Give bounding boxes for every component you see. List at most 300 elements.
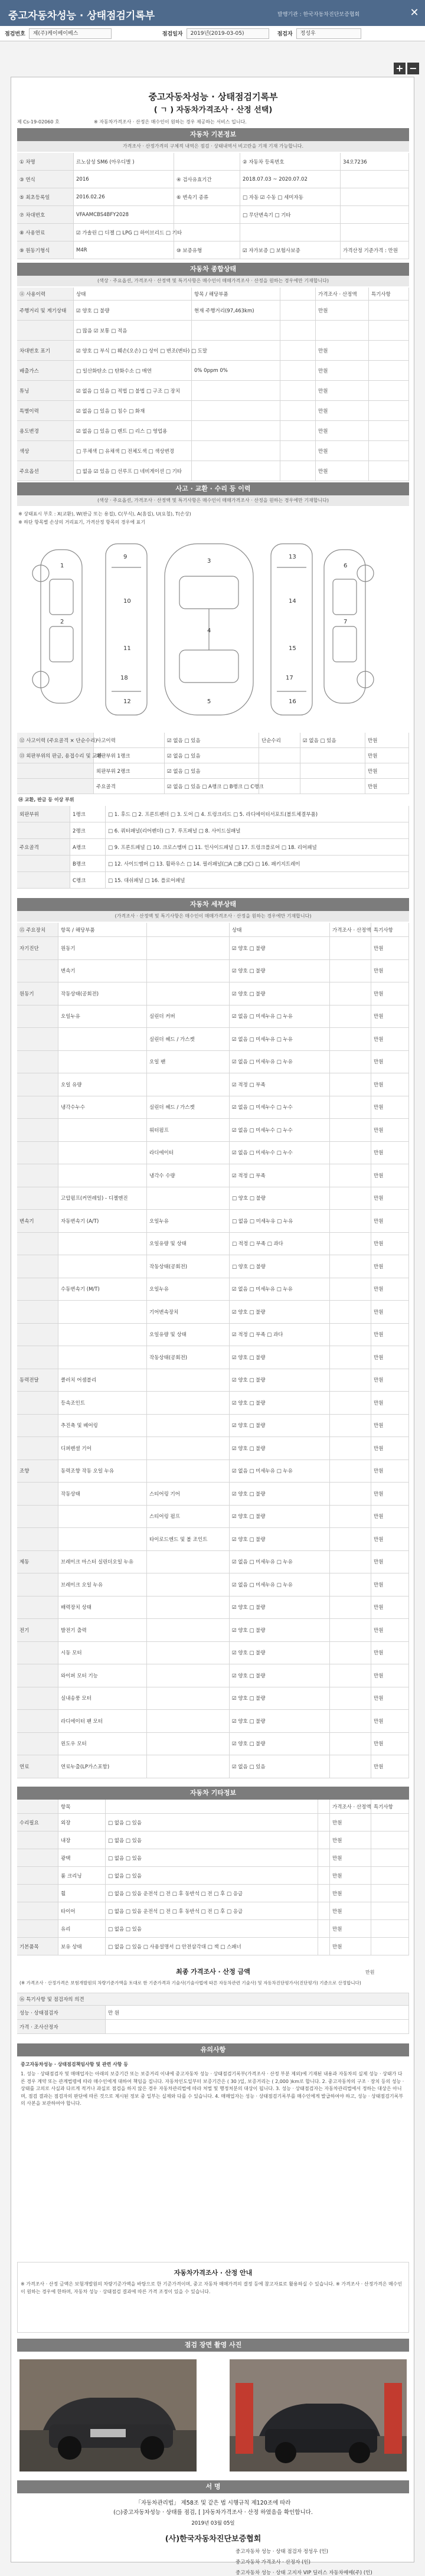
detail-row-cell: 만원: [371, 1005, 409, 1028]
detail-row-cell[interactable]: ☑ 양호 □ 불량: [230, 1710, 330, 1732]
other-row-cell: 만원: [330, 1831, 371, 1849]
state-row-cell: [369, 301, 409, 320]
detail-row-cell: [330, 1596, 371, 1619]
other-row-cell[interactable]: □ 없음 □ 있음: [106, 1920, 318, 1937]
section-other-info: 자동차 기타정보: [17, 1787, 409, 1800]
detail-row-cell: [58, 1051, 147, 1073]
detail-row: [17, 1142, 409, 1165]
basic-info-row: [17, 153, 409, 171]
inspection-info-bar: [0, 26, 425, 41]
accident-row-cell: 만원: [365, 748, 409, 763]
accident-row-cell: [259, 748, 300, 763]
detail-row-cell[interactable]: ☑ 없음 □ 미세누유 □ 누유: [230, 1028, 330, 1050]
state-header-row-cell: 상태: [74, 288, 192, 300]
accident-part-row-cell: [17, 872, 70, 888]
other-row-cell: [17, 1867, 58, 1884]
detail-row-cell: 라디에이터 팬 모터: [58, 1710, 147, 1732]
state-header-row-cell: 가격조사 · 산정액: [316, 288, 369, 300]
detail-row-cell: [330, 1369, 371, 1392]
detail-row-cell: [147, 1642, 230, 1664]
accident-row-cell[interactable]: ☑ 없음 □ 있음 □ A랭크 □ B랭크 □ C랭크: [165, 779, 259, 794]
inspector-label: 점검자: [277, 31, 293, 37]
detail-row-cell: 기어변속장치: [147, 1301, 230, 1323]
zoom-out-button[interactable]: −: [407, 63, 419, 74]
detail-row-cell: [17, 960, 58, 982]
detail-row-cell: 오일 유량: [58, 1073, 147, 1096]
section-accident-history: 사고 · 교환 · 수리 등 이력: [17, 482, 409, 495]
basic-info-row-cell: 2016: [74, 171, 174, 188]
state-row: [17, 461, 409, 481]
detail-row-cell: 타이로드엔드 및 볼 조인트: [147, 1528, 230, 1550]
accident-part-row-cell[interactable]: □ 6. 쿼터패널(리어펜더) □ 7. 루프패널 □ 8. 사이드실패널: [106, 822, 409, 838]
detail-row-cell[interactable]: ☑ 없음 □ 미세누수 □ 누수: [230, 1096, 330, 1119]
detail-row-cell: [147, 937, 230, 959]
accident-part-row-cell: [17, 856, 70, 871]
state-row-cell: [369, 421, 409, 440]
detail-header-row-cell: ⑮ 주요장치: [17, 923, 58, 936]
detail-row-cell[interactable]: ☑ 양호 □ 불량: [230, 1346, 330, 1369]
detail-row-cell: [147, 1687, 230, 1710]
detail-row-cell: 오일누유: [147, 1210, 230, 1232]
zoom-in-button[interactable]: +: [394, 63, 406, 74]
close-icon[interactable]: ✕: [410, 6, 419, 19]
detail-row-cell: [147, 1187, 230, 1210]
detail-header-row-cell: [147, 923, 230, 936]
detail-row: [17, 1437, 409, 1460]
state-row-cell[interactable]: ☑ 없음 □ 있음 □ 렌트 □ 리스 □ 영업용: [74, 421, 192, 440]
basic-info-row-cell: [240, 224, 341, 241]
state-row-cell[interactable]: □ 없음 ☑ 있음 □ 선루프 □ 네비게이션 □ 기타: [74, 461, 192, 481]
detail-row-cell[interactable]: ☑ 없음 □ 있음: [230, 1755, 330, 1778]
detail-row-cell: 브레이크 마스터 실린더오일 누유: [58, 1551, 147, 1573]
basic-info-row-cell: ⑥ 변속기 종류: [174, 188, 240, 205]
detail-row-cell: [147, 1596, 230, 1619]
accident-row-cell[interactable]: ☑ 없음 □ 있음: [165, 748, 259, 763]
detail-row-cell[interactable]: ☑ 적정 □ 부족: [230, 1164, 330, 1187]
detail-row-cell[interactable]: ☑ 없음 □ 미세누유 □ 누유: [230, 1278, 330, 1301]
detail-row-cell: [330, 1233, 371, 1255]
detail-row-cell: 만원: [371, 1187, 409, 1210]
detail-row-cell: [17, 1437, 58, 1460]
detail-row-cell: 만원: [371, 1460, 409, 1483]
detail-row-cell: 변속기: [58, 960, 147, 982]
detail-row-cell: 만원: [371, 937, 409, 959]
detail-row-cell[interactable]: ☑ 없음 □ 미세누유 □ 누유: [230, 1051, 330, 1073]
basic-info-row: [17, 241, 409, 259]
detail-row-cell: [147, 1710, 230, 1732]
detail-row: [17, 1687, 409, 1710]
detail-row-cell: 만원: [371, 1687, 409, 1710]
other-row: [17, 1885, 409, 1902]
state-row-cell[interactable]: ☑ 없음 □ 있음 □ 적법 □ 불법 □ 구조 □ 장치: [74, 381, 192, 400]
sign-text-1: 「자동차관리법」 제58조 및 같은 법 시행규칙 제120조에 따라: [135, 2500, 291, 2506]
detail-row-cell[interactable]: □ 없음 □ 미세누유 □ 누유: [230, 1210, 330, 1232]
other-row-cell: 외장: [58, 1814, 106, 1831]
detail-row-cell: 만원: [371, 1506, 409, 1528]
detail-row-cell: 윈도우 모터: [58, 1733, 147, 1755]
other-row-cell[interactable]: □ 없음 □ 있음: [106, 1849, 318, 1866]
detail-row-cell: [330, 1506, 371, 1528]
detail-row-cell: [330, 982, 371, 1005]
detail-row-cell[interactable]: □ 양호 □ 불량: [230, 1187, 330, 1210]
accident-row-cell: [300, 779, 365, 794]
basic-info-row-cell: VFAAMCBS4BFY2028: [74, 206, 174, 223]
accident-parts-heading: ⑭ 교환, 판금 등 이상 부위: [18, 797, 74, 802]
state-row-cell: 만원: [316, 341, 369, 360]
other-row-cell[interactable]: □ 없음 □ 있음: [106, 1867, 318, 1884]
detail-row-cell: 만원: [371, 1755, 409, 1778]
detail-row-cell[interactable]: ☑ 양호 □ 불량: [230, 1619, 330, 1641]
accident-part-row-cell: A랭크: [70, 839, 106, 855]
accident-row: [17, 748, 409, 763]
detail-row-cell: [17, 1187, 58, 1210]
other-row-cell: [371, 1885, 409, 1902]
other-row-cell[interactable]: □ 없음 □ 있음 운전석 □ 전 □ 후 동반석 □ 전 □ 후 □ 응급: [106, 1885, 318, 1902]
state-row: [17, 321, 409, 341]
state-row-cell[interactable]: □ 일산화탄소 □ 탄화수소 □ 매연: [74, 361, 192, 380]
detail-row-cell[interactable]: ☑ 양호 □ 불량: [230, 982, 330, 1005]
accident-row-cell: [300, 763, 365, 778]
detail-row-cell: 제동: [17, 1551, 58, 1573]
basic-info-row-cell: ⑩ 보증유형: [174, 241, 240, 259]
part-label: 6: [344, 563, 348, 569]
basic-info-row-cell: ⑨ 원동기형식: [17, 241, 74, 259]
accident-part-row-cell[interactable]: □ 9. 프론트패널 □ 10. 크로스멤버 □ 11. 인사이드패널 □ 17. 트렁크플로어 □ 18. 리어패널: [106, 839, 409, 855]
state-row-cell[interactable]: ☑ 양호 □ 불량: [74, 301, 192, 320]
detail-row-cell: 실린더 커버: [147, 1005, 230, 1028]
accident-row-cell[interactable]: ☑ 없음 □ 있음: [165, 763, 259, 778]
inspection-photo-rear: [230, 2359, 407, 2471]
detail-row-cell: [17, 1664, 58, 1687]
detail-row: [17, 960, 409, 983]
accident-part-row-cell: [17, 822, 70, 838]
part-label: 10: [123, 598, 131, 605]
basic-info-row: [17, 171, 409, 188]
detail-row: [17, 1551, 409, 1574]
state-row-cell: [280, 381, 316, 400]
detail-row-cell: 오일유량 및 상태: [147, 1233, 230, 1255]
basic-info-row: [17, 206, 409, 224]
detail-row-cell[interactable]: ☑ 없음 □ 미세누유 □ 누유: [230, 1005, 330, 1028]
basic-info-row-cell[interactable]: ☑ 자가보증 □ 보험사보증: [240, 241, 341, 259]
accident-part-row: [17, 822, 409, 839]
inspection-photo-front: [19, 2359, 197, 2471]
detail-row: [17, 1301, 409, 1324]
detail-row-cell: [58, 1301, 147, 1323]
detail-row-cell: [330, 1483, 371, 1505]
other-row: [17, 1867, 409, 1885]
signature-line: 중고자동차 성능 · 상태 점검자 정성우 (인): [236, 2549, 328, 2555]
final-price-note: (※ 가격조사 · 산정가격은 보험개발원의 차량기준가액을 토대로 한 기준가격과 기술사(기술사법에 따른 자동차관련 기술사) 및 자동차진단평가사(진단평가) 기준으로 산정합니다): [19, 1980, 361, 1986]
other-row: [17, 1831, 409, 1849]
state-row-cell[interactable]: □ 무채색 □ 유채색 □ 전체도색 □ 색상변경: [74, 441, 192, 461]
basic-info-row-cell: 가격산정 기준가격 : 만원: [341, 241, 409, 259]
detail-row-cell: [147, 1369, 230, 1392]
part-label: 14: [289, 598, 296, 605]
detail-row-cell: [330, 1255, 371, 1278]
other-row-cell: [318, 1885, 330, 1902]
detail-row-cell: 워터펌프: [147, 1119, 230, 1141]
detail-row: [17, 1733, 409, 1756]
detail-row-cell: [58, 1506, 147, 1528]
basic-info-row-cell: ⑤ 최초등록일: [17, 188, 74, 205]
detail-row-cell: [17, 1164, 58, 1187]
detail-row-cell: [330, 1664, 371, 1687]
notes-paragraph: 1. 성능 · 상태점검자 및 매매업자는 아래의 보증기간 또는 보증거리 이내에 중고자동차 성능 · 상태점검기록부(가격조사 · 산정 부분 제외)에 기재된 내용과 자동차의 실제 성능 · 상태가 다른 경우 계약 또는 관계법령에 따라 매수인에게 대하여 책임을 집니다. 자동차인도일부터 보증기간은 ( 30 )일, 보증거리는 ( 2,000 )km로 합니다. 2. 중고자동차의 구조 · 장치 등의 성능 · 상태를 고의로 사실과 다르게 적거나 과실로 점검을 하지 않은 경우 자동차관리법에 따라 처벌 및 행정처분의 대상이 됩니다. 3. 성능 · 상태점검자는 자동차관리법에서 정하는 대상은 아니며, 점검 결과는 점검자의 판단에 따른 것으로 제시된 정보 중 일부는 실제와 다를 수 있습니다. 4. 매매업자는 성능 · 상태점검기록부를 매수인에게 발급하여야 하고, 성능 · 상태점검기록부의 사본을 보관하여야 합니다.: [21, 2071, 404, 2106]
state-row-cell: [192, 461, 280, 481]
other-row-cell: 만원: [330, 1938, 371, 1955]
other-header-row: [17, 1800, 409, 1814]
accident-part-row-cell: 1랭크: [70, 806, 106, 822]
detail-row-cell: [58, 1255, 147, 1278]
accident-part-row-cell: 2랭크: [70, 822, 106, 838]
accident-part-row: [17, 806, 409, 822]
state-row-cell: [192, 401, 280, 420]
accident-part-row-cell[interactable]: □ 12. 사이드멤버 □ 13. 휠하우스 □ 14. 필러패널(□A □B □C) □ 16. 패키지트레이: [106, 856, 409, 871]
detail-row: [17, 1346, 409, 1369]
other-row-cell: 룸 크리닝: [58, 1867, 106, 1884]
detail-row: [17, 1755, 409, 1778]
accident-part-row-cell: B랭크: [70, 856, 106, 871]
detail-row-cell: 클러치 어셈블리: [58, 1369, 147, 1392]
detail-row-cell: [330, 1187, 371, 1210]
other-row-cell: [318, 1867, 330, 1884]
detail-row-cell: [17, 1642, 58, 1664]
detail-row-cell: [330, 1324, 371, 1346]
detail-row-cell: [330, 1278, 371, 1301]
detail-row: [17, 1596, 409, 1620]
detail-row-cell[interactable]: ☑ 양호 □ 불량: [230, 1392, 330, 1414]
detail-row-cell: [330, 1164, 371, 1187]
detail-row-cell[interactable]: ☑ 적정 □ 부족 □ 과다: [230, 1324, 330, 1346]
detail-row-cell: 연료: [17, 1755, 58, 1778]
other-row-cell: [318, 1902, 330, 1919]
detail-row-cell[interactable]: □ 양호 □ 불량: [230, 1255, 330, 1278]
detail-row-cell[interactable]: ☑ 양호 □ 불량: [230, 1437, 330, 1460]
state-header-row-cell: [280, 288, 316, 300]
state-row-cell: [280, 421, 316, 440]
state-row-cell: 용도변경: [17, 421, 74, 440]
detail-row-cell: [330, 1687, 371, 1710]
opinion-header-row: [17, 1993, 409, 2006]
other-row-cell: 유리: [58, 1920, 106, 1937]
detail-row-cell: 만원: [371, 1551, 409, 1573]
inspector-field[interactable]: 정성우: [296, 28, 361, 39]
other-row-cell: [17, 1885, 58, 1902]
other-row-cell: [371, 1902, 409, 1919]
basic-info-row-cell[interactable]: ☑ 가솔린 □ 디젤 □ LPG □ 하이브리드 □ 기타: [74, 224, 174, 241]
part-label: 18: [120, 675, 128, 681]
state-row: [17, 361, 409, 381]
detail-row-cell: [58, 1528, 147, 1550]
accident-part-row: [17, 856, 409, 872]
detail-row-cell[interactable]: ☑ 양호 □ 불량: [230, 1733, 330, 1755]
other-row: [17, 1814, 409, 1831]
other-row-cell: [318, 1814, 330, 1831]
document-subtitle: ( ㄱ ) 자동차가격조사 · 산정 선택): [153, 106, 273, 115]
detail-row-cell: [330, 1415, 371, 1437]
other-row-cell: [17, 1831, 58, 1849]
detail-row-cell: [330, 1301, 371, 1323]
state-row-cell: 만원: [316, 401, 369, 420]
detail-row: [17, 1619, 409, 1642]
detail-row-cell: 원동기: [58, 937, 147, 959]
accident-row: [17, 779, 409, 794]
detail-row-cell[interactable]: ☑ 양호 □ 불량: [230, 1369, 330, 1392]
section-overall-note: (색상 · 주요옵션, 가격조사 · 산정액 및 특기사항은 매수인이 매매가격조사 · 산정을 원하는 경우에만 기재합니다): [17, 276, 409, 286]
state-row-cell[interactable]: ☑ 없음 □ 있음 □ 침수 □ 화재: [74, 401, 192, 420]
detail-row-cell: [17, 1028, 58, 1050]
detail-row-cell[interactable]: ☑ 양호 □ 불량: [230, 937, 330, 959]
other-row-cell: 광택: [58, 1849, 106, 1866]
state-row-cell: 색상: [17, 441, 74, 461]
state-row-cell[interactable]: □ 많음 ☑ 보통 □ 적음: [74, 321, 192, 340]
detail-row-cell: [330, 1096, 371, 1119]
inspection-date-label: 점검일자: [162, 31, 183, 37]
detail-row-cell: 만원: [371, 1324, 409, 1346]
opinion-row-cell: 만 원: [106, 2006, 409, 2019]
detail-row-cell: 만원: [371, 1437, 409, 1460]
accident-row-cell: ⑬ 외판부위의 판금, 용접수리 및 교환: [17, 748, 94, 763]
basic-info-row-cell: 2016.02.26: [74, 188, 174, 205]
detail-row-cell[interactable]: ☑ 없음 □ 미세누유 □ 누유: [230, 1460, 330, 1483]
detail-row: [17, 1233, 409, 1256]
state-header-row: [17, 288, 409, 301]
state-row-cell: [280, 401, 316, 420]
detail-row-cell[interactable]: ☑ 양호 □ 불량: [230, 1506, 330, 1528]
detail-row-cell: 실린더 헤드 / 가스켓: [147, 1028, 230, 1050]
other-header-row-cell: [17, 1800, 58, 1813]
detail-row-cell[interactable]: □ 적정 □ 부족 □ 과다: [230, 1233, 330, 1255]
detail-row-cell[interactable]: ☑ 없음 □ 미세누수 □ 누수: [230, 1142, 330, 1164]
section-signature: 서 명: [17, 2480, 409, 2493]
state-row-cell: [192, 381, 280, 400]
detail-row-cell[interactable]: ☑ 양호 □ 불량: [230, 1642, 330, 1664]
state-row-cell: [369, 441, 409, 461]
other-row-cell: 만원: [330, 1902, 371, 1919]
accident-legend: ※ 상태표시 부호 : X(교환), W(판금 또는 용접), C(부식), A(흠집), U(요철), T(손상): [18, 511, 191, 517]
basic-info-row-cell[interactable]: □ 자동 ☑ 수동 □ 세미자동: [240, 188, 341, 205]
state-row-cell: [280, 301, 316, 320]
accident-row: [17, 763, 409, 779]
detail-row-cell: [17, 1005, 58, 1028]
detail-row: [17, 1664, 409, 1687]
other-header-row-cell: 가격조사 · 산정액: [330, 1800, 371, 1813]
accident-row-cell: 만원: [365, 763, 409, 778]
other-row-cell[interactable]: □ 없음 □ 있음: [106, 1831, 318, 1849]
state-row-cell: 주요옵션: [17, 461, 74, 481]
detail-row-cell: 만원: [371, 1733, 409, 1755]
detail-row-cell: [330, 1642, 371, 1664]
detail-row-cell: [330, 937, 371, 959]
detail-row-cell[interactable]: ☑ 양호 □ 불량: [230, 1528, 330, 1550]
detail-row-cell: [17, 1506, 58, 1528]
detail-row-cell: 동력조향 작동 오일 누유: [58, 1460, 147, 1483]
detail-row-cell[interactable]: ☑ 없음 □ 미세누유 □ 누유: [230, 1551, 330, 1573]
basic-info-row-cell: [174, 206, 240, 223]
other-row-cell: [318, 1831, 330, 1849]
detail-row-cell[interactable]: ☑ 양호 □ 불량: [230, 1664, 330, 1687]
detail-row: [17, 1255, 409, 1278]
state-row-cell: [192, 341, 280, 360]
detail-row-cell: 등속조인트: [58, 1392, 147, 1414]
detail-row-cell: [58, 1346, 147, 1369]
detail-row-cell[interactable]: ☑ 없음 □ 미세누유 □ 누유: [230, 1573, 330, 1596]
accident-row-cell: 단순수리: [259, 733, 300, 747]
accident-row-cell[interactable]: ☑ 없음 □ 있음: [300, 733, 365, 747]
other-row-cell[interactable]: □ 없음 □ 있음 운전석 □ 전 □ 후 동반석 □ 전 □ 후 □ 응급: [106, 1902, 318, 1919]
detail-row-cell: [147, 1415, 230, 1437]
state-row-cell[interactable]: ☑ 양호 □ 부식 □ 훼손(오손) □ 상이 □ 변조(변타) □ 도말: [74, 341, 192, 360]
state-row-cell: [316, 321, 369, 340]
inspection-date-field[interactable]: 2019년(2019-03-05): [187, 28, 269, 39]
state-row-cell: 만원: [316, 441, 369, 461]
detail-row-cell: [147, 1073, 230, 1096]
basic-info-row-cell: M4R: [74, 241, 174, 259]
accident-part-row-cell[interactable]: □ 1. 후드 □ 2. 프론트펜더 □ 3. 도어 □ 4. 트렁크리드 □ 5. 라디에이터서포트(볼트체결부품): [106, 806, 409, 822]
accident-row-cell: ⑫ 사고이력 (주요골격 × 단순수리): [17, 733, 94, 747]
other-row-cell[interactable]: □ 없음 □ 있음 □ 사용설명서 □ 안전삼각대 □ 잭 □ 스패너: [106, 1938, 318, 1955]
accident-part-row-cell[interactable]: □ 15. 대쉬패널 □ 16. 플로어패널: [106, 872, 409, 888]
detail-row-cell: 스티어링 기어: [147, 1483, 230, 1505]
accident-row-cell[interactable]: ☑ 없음 □ 있음: [165, 733, 259, 747]
app-title: 중고자동차성능 · 상태점검기록부: [8, 10, 155, 22]
inspection-number-field[interactable]: 제(주)케이베이베스: [29, 28, 112, 39]
detail-row-cell: [17, 1324, 58, 1346]
detail-row-cell: [330, 1733, 371, 1755]
detail-row-cell[interactable]: ☑ 적정 □ 부족: [230, 1073, 330, 1096]
accident-row-cell: [300, 748, 365, 763]
detail-row-cell: [58, 1164, 147, 1187]
detail-row-cell: [17, 1573, 58, 1596]
detail-row-cell[interactable]: ☑ 양호 □ 불량: [230, 1301, 330, 1323]
state-row-cell: 만원: [316, 381, 369, 400]
detail-row-cell: [17, 1233, 58, 1255]
state-header-row-cell: 항목 / 해당부품: [192, 288, 280, 300]
detail-row-cell: 만원: [371, 1164, 409, 1187]
accident-row-cell: 만원: [365, 733, 409, 747]
detail-row: [17, 982, 409, 1005]
detail-row-cell[interactable]: ☑ 양호 □ 불량: [230, 1415, 330, 1437]
detail-row-cell: [330, 1573, 371, 1596]
detail-row-cell: 만원: [371, 1596, 409, 1619]
accident-row-cell: [259, 763, 300, 778]
basic-info-row-cell: [174, 224, 240, 241]
other-row: [17, 1902, 409, 1920]
detail-row-cell: [17, 1733, 58, 1755]
sign-date: 2019년 03월 05일: [191, 2521, 235, 2526]
detail-row-cell[interactable]: ☑ 없음 □ 미세누수 □ 누수: [230, 1119, 330, 1141]
detail-row-cell: 만원: [371, 1255, 409, 1278]
accident-row-cell: 외판부위 2랭크: [94, 763, 165, 778]
detail-row: [17, 1051, 409, 1074]
detail-row-cell[interactable]: ☑ 양호 □ 불량: [230, 1687, 330, 1710]
other-row-cell[interactable]: □ 없음 □ 있음: [106, 1814, 318, 1831]
state-row-cell: [369, 381, 409, 400]
accident-part-row-cell: C랭크: [70, 872, 106, 888]
detail-row-cell[interactable]: ☑ 양호 □ 불량: [230, 1483, 330, 1505]
inspection-number-label: 점검번호: [5, 31, 25, 37]
state-row-cell: 만원: [316, 421, 369, 440]
basic-info-row-cell[interactable]: □ 무단변속기 □ 기타: [240, 206, 341, 223]
basic-info-row-cell: [341, 206, 409, 223]
detail-row-cell[interactable]: ☑ 양호 □ 불량: [230, 960, 330, 982]
detail-row-cell: 오일유량 및 상태: [147, 1324, 230, 1346]
part-label: 7: [344, 619, 348, 625]
other-header-row-cell: [106, 1800, 318, 1813]
detail-row-cell[interactable]: ☑ 양호 □ 불량: [230, 1596, 330, 1619]
detail-row-cell: 작동상태: [58, 1483, 147, 1505]
